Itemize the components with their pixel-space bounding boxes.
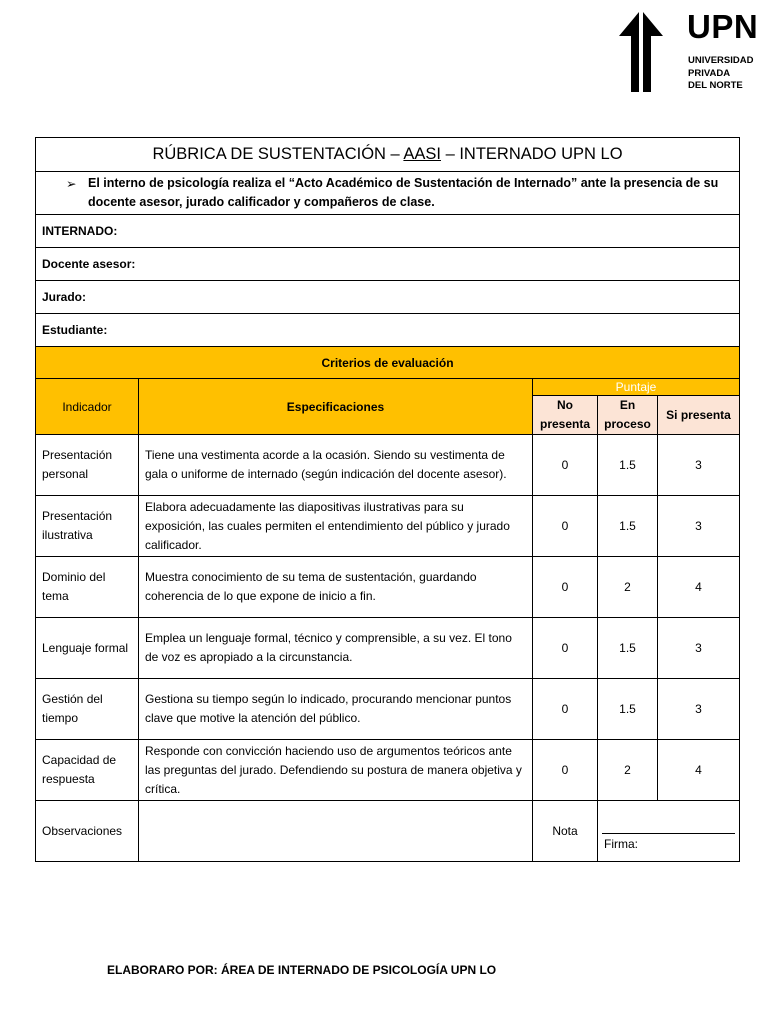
row-indicador: Capacidad de respuesta: [36, 740, 139, 801]
score-si-presenta[interactable]: 3: [658, 435, 740, 496]
score-en-proceso[interactable]: 1.5: [598, 679, 658, 740]
upn-arrow-logo-icon: [619, 12, 685, 92]
table-row: [36, 496, 740, 557]
field-jurado[interactable]: Jurado:: [36, 281, 740, 314]
field-internado[interactable]: INTERNADO:: [36, 215, 740, 248]
score-no-presenta[interactable]: 0: [533, 618, 598, 679]
table-row: [36, 618, 740, 679]
row-especificacion: Elabora adecuadamente las diapositivas ilustrativas para su exposición, las cuales permiten el entendimiento del público y jurado calificador.: [139, 496, 533, 557]
field-estudiante[interactable]: Estudiante:: [36, 314, 740, 347]
score-no-presenta[interactable]: 0: [533, 740, 598, 801]
footer-credit: ELABORARO POR: ÁREA DE INTERNADO DE PSICOLOGÍA UPN LO: [107, 963, 497, 977]
score-si-presenta[interactable]: 4: [658, 557, 740, 618]
score-en-proceso[interactable]: 2: [598, 740, 658, 801]
header-indicador: Indicador: [36, 379, 139, 435]
score-no-presenta[interactable]: 0: [533, 557, 598, 618]
score-no-presenta[interactable]: 0: [533, 496, 598, 557]
score-no-presenta[interactable]: 0: [533, 679, 598, 740]
score-si-presenta[interactable]: 3: [658, 618, 740, 679]
row-especificacion: Responde con convicción haciendo uso de argumentos teóricos ante las preguntas del jurado. Defendiendo su postura de manera objetiva y crítica.: [139, 740, 533, 801]
nota-label: Nota: [533, 801, 598, 862]
row-indicador: Lenguaje formal: [36, 618, 139, 679]
row-indicador: Presentación personal: [36, 435, 139, 496]
header-especificaciones: Especificaciones: [139, 379, 533, 435]
observaciones-row: [36, 801, 740, 862]
field-docente-asesor[interactable]: Docente asesor:: [36, 248, 740, 281]
score-si-presenta[interactable]: 4: [658, 740, 740, 801]
table-row: [36, 557, 740, 618]
rubric-table: [35, 137, 740, 862]
row-indicador: Dominio del tema: [36, 557, 139, 618]
score-en-proceso[interactable]: 2: [598, 557, 658, 618]
criteria-header: Criterios de evaluación: [36, 347, 740, 379]
logo-wordmark: UPN: [687, 8, 759, 45]
header-puntaje: Puntaje: [533, 379, 740, 396]
bullet-arrow-icon: ➢: [66, 177, 77, 191]
table-row: [36, 435, 740, 496]
row-especificacion: Gestiona su tiempo según lo indicado, procurando mencionar puntos clave que motive la atención del público.: [139, 679, 533, 740]
rubric-title: RÚBRICA DE SUSTENTACIÓN – AASI – INTERNADO UPN LO: [36, 138, 740, 172]
row-especificacion: Emplea un lenguaje formal, técnico y comprensible, a su vez. El tono de voz es apropiado a la circunstancia.: [139, 618, 533, 679]
intro-text: ➢ El interno de psicología realiza el “Acto Académico de Sustentación de Internado” ante la presencia de su docente asesor, jurado calificador y compañeros de clase.: [36, 172, 740, 215]
firma-label: Firma:: [604, 837, 638, 851]
observaciones-label: Observaciones: [36, 801, 139, 862]
score-no-presenta[interactable]: 0: [533, 435, 598, 496]
logo-subtitle: UNIVERSIDAD PRIVADA DEL NORTE: [688, 55, 754, 91]
row-indicador: Gestión del tiempo: [36, 679, 139, 740]
row-especificacion: Muestra conocimiento de su tema de sustentación, guardando coherencia de lo que expone de inicio a fin.: [139, 557, 533, 618]
score-si-presenta[interactable]: 3: [658, 679, 740, 740]
header-si-presenta: Si presenta: [658, 396, 740, 435]
score-si-presenta[interactable]: 3: [658, 496, 740, 557]
table-row: [36, 679, 740, 740]
score-en-proceso[interactable]: 1.5: [598, 618, 658, 679]
score-en-proceso[interactable]: 1.5: [598, 435, 658, 496]
observaciones-field[interactable]: [139, 801, 533, 862]
header-en-proceso: En proceso: [598, 396, 658, 435]
signature-line: [602, 833, 735, 834]
upn-logo: [619, 8, 759, 94]
firma-field[interactable]: [598, 801, 740, 862]
score-en-proceso[interactable]: 1.5: [598, 496, 658, 557]
table-row: [36, 740, 740, 801]
row-especificacion: Tiene una vestimenta acorde a la ocasión. Siendo su vestimenta de gala o uniforme de internado (según indicación del docente asesor).: [139, 435, 533, 496]
row-indicador: Presentación ilustrativa: [36, 496, 139, 557]
header-no-presenta: No presenta: [533, 396, 598, 435]
